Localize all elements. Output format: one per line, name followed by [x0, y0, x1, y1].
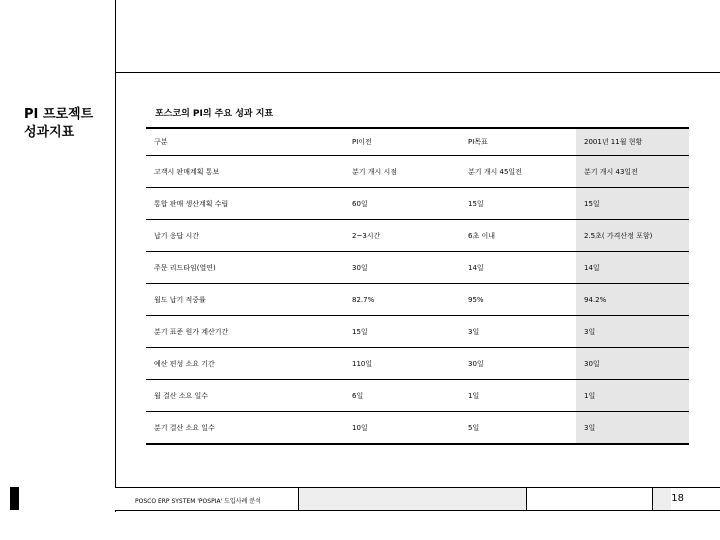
footer-segment-gray-small — [652, 488, 671, 510]
table-cell: 60일 — [344, 188, 460, 220]
performance-metrics-table — [146, 127, 689, 445]
vertical-divider — [115, 0, 116, 512]
table-cell: 30일 — [344, 252, 460, 284]
table-cell: 분기 개시 45일전 — [460, 156, 576, 188]
table-cell: 1일 — [460, 380, 576, 412]
table-cell: 통합 판매 생산계획 수립 — [146, 188, 344, 220]
table-cell: 2.5초( 가격산정 포함) — [576, 220, 689, 252]
table-cell: 분기 결산 소요 일수 — [146, 412, 344, 445]
table-body — [146, 128, 689, 444]
table-cell: 월도 납기 적중률 — [146, 284, 344, 316]
section-title-line-2: 성과지표 — [24, 125, 75, 140]
table-cell: 월 결산 소요 일수 — [146, 380, 344, 412]
table-cell: 3일 — [576, 412, 689, 445]
table-cell: 6초 이내 — [460, 220, 576, 252]
table-row — [146, 316, 689, 348]
table-row — [146, 188, 689, 220]
table-cell: 14일 — [460, 252, 576, 284]
table-row — [146, 380, 689, 412]
footer-segment-gray — [298, 488, 527, 510]
table-cell: 3일 — [576, 316, 689, 348]
table-cell: 2~3시간 — [344, 220, 460, 252]
section-title-line-1: PI 프로젝트 — [24, 107, 94, 122]
table-header-cell: 구분 — [146, 128, 344, 156]
table-cell: 고객시 판매계획 통보 — [146, 156, 344, 188]
table-header-cell: PI이전 — [344, 128, 460, 156]
section-title — [24, 106, 93, 142]
table-cell: 주문 리드타임(열연) — [146, 252, 344, 284]
table-cell: 15일 — [576, 188, 689, 220]
table-row — [146, 220, 689, 252]
table-cell: 15일 — [344, 316, 460, 348]
table-cell: 분기 표준 원가 계산기간 — [146, 316, 344, 348]
footer-marker — [10, 487, 19, 510]
table-row — [146, 412, 689, 445]
table-cell: 94.2% — [576, 284, 689, 316]
table-cell: 10일 — [344, 412, 460, 445]
table-title: 포스코의 PI의 주요 성과 지표 — [155, 109, 274, 119]
table-cell: 납기 응답 시간 — [146, 220, 344, 252]
table-cell: 분기 개시 43일전 — [576, 156, 689, 188]
table-cell: 82.7% — [344, 284, 460, 316]
header-divider — [115, 72, 720, 73]
footer — [0, 487, 720, 510]
table-row — [146, 252, 689, 284]
footer-bar — [115, 487, 720, 511]
page-number: 18 — [671, 493, 684, 504]
table-cell: 30일 — [460, 348, 576, 380]
table-cell: 3일 — [460, 316, 576, 348]
footer-text: POSCO ERP SYSTEM 'POSPIA' 도입사례 분석 — [135, 498, 261, 505]
table-row — [146, 156, 689, 188]
table-row — [146, 284, 689, 316]
footer-segment-divider — [526, 488, 527, 510]
table-header-cell: PI목표 — [460, 128, 576, 156]
table-header-cell: 2001년 11월 현황 — [576, 128, 689, 156]
table-cell: 예산 편성 소요 기간 — [146, 348, 344, 380]
table-cell: 1일 — [576, 380, 689, 412]
table-cell: 분기 개시 시점 — [344, 156, 460, 188]
table-cell: 30일 — [576, 348, 689, 380]
table-cell: 14일 — [576, 252, 689, 284]
table-cell: 5일 — [460, 412, 576, 445]
table-cell: 95% — [460, 284, 576, 316]
table-cell: 110일 — [344, 348, 460, 380]
table-header-row — [146, 128, 689, 156]
table-cell: 6일 — [344, 380, 460, 412]
table-row — [146, 348, 689, 380]
table-cell: 15일 — [460, 188, 576, 220]
